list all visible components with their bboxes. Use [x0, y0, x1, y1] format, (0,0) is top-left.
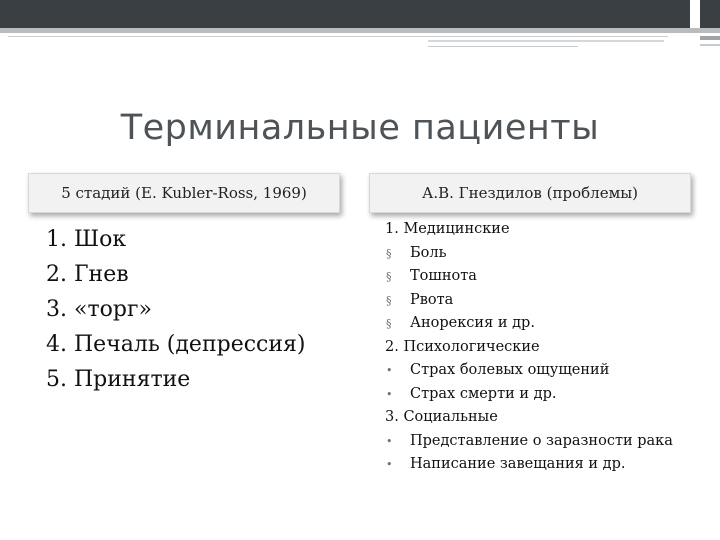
slide-title: Терминальные пациенты	[120, 108, 600, 148]
bullet-icon: •	[386, 434, 393, 448]
list-item	[385, 336, 685, 360]
problems-list	[385, 218, 685, 477]
bullet-icon: •	[386, 364, 393, 377]
section-marker-icon: §	[386, 317, 392, 330]
list-item	[385, 406, 685, 430]
right-column-header: А.В. Гнездилов (проблемы)	[369, 173, 691, 213]
list-item: 3. «торг»	[46, 297, 152, 322]
item-text: 2. Психологические	[385, 338, 540, 355]
list-item	[385, 242, 685, 266]
item-text: Боль	[410, 244, 447, 261]
item-text: Анорексия и др.	[410, 315, 535, 331]
decorative-line	[428, 46, 578, 47]
section-marker-icon: §	[386, 293, 392, 307]
stages-list	[46, 222, 305, 397]
list-item	[385, 430, 685, 454]
item-text: Страх болевых ощущений	[410, 362, 610, 378]
left-column-header: 5 стадий (E. Kubler-Ross, 1969)	[28, 173, 340, 213]
list-item: 4. Печаль (депрессия)	[46, 332, 306, 357]
item-text: 3. Социальные	[385, 409, 498, 425]
item-text: Написание завещания и др.	[410, 456, 626, 472]
top-decorative-bar-right	[700, 0, 720, 28]
list-item	[385, 453, 685, 477]
section-marker-icon: §	[386, 270, 392, 283]
list-item: 2. Гнев	[46, 262, 129, 287]
list-item: 1. Шок	[46, 227, 127, 252]
section-marker-icon: §	[386, 246, 392, 260]
item-text: 1. Медицинские	[385, 221, 510, 237]
decorative-line	[428, 40, 664, 42]
item-text: Представление о заразности рака	[410, 432, 673, 449]
bullet-icon: •	[386, 458, 393, 471]
top-decorative-bar	[0, 0, 690, 28]
decorative-line	[700, 44, 720, 46]
top-accent-stripe	[0, 28, 720, 33]
list-item	[385, 312, 685, 336]
list-item	[385, 359, 685, 383]
list-item	[385, 265, 685, 289]
item-text: Тошнота	[410, 268, 477, 284]
list-item	[385, 218, 685, 242]
list-item: 5. Принятие	[46, 367, 191, 392]
item-text: Страх смерти и др.	[410, 385, 557, 402]
bullet-icon: •	[386, 387, 393, 401]
item-text: Рвота	[410, 291, 454, 308]
list-item	[385, 383, 685, 407]
decorative-line	[700, 36, 720, 40]
decorative-line	[8, 36, 668, 37]
list-item	[385, 289, 685, 313]
